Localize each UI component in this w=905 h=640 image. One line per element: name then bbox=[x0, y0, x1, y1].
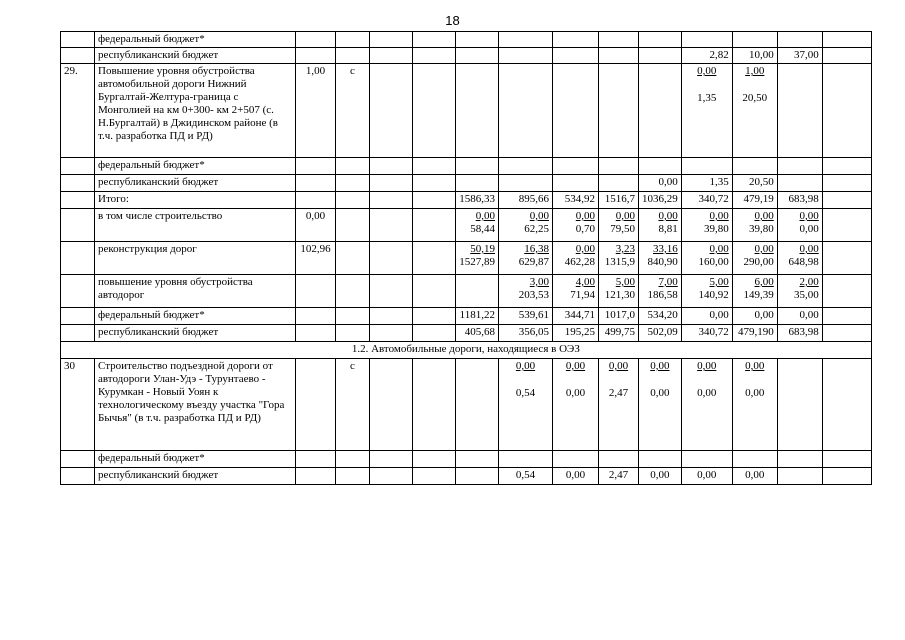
value-cell: 3,23 1315,9 bbox=[599, 242, 639, 275]
item-number: 30 bbox=[61, 359, 95, 451]
value-cell: 4,00 71,94 bbox=[553, 275, 599, 308]
value-cell: 683,98 bbox=[777, 192, 822, 209]
value-cell: 1516,7 bbox=[599, 192, 639, 209]
length-cell: 0,00 bbox=[296, 209, 336, 242]
table-row-construction bbox=[61, 209, 872, 242]
value-cell: 20,50 bbox=[732, 175, 777, 192]
value-cell: 0,00 0,00 bbox=[639, 359, 682, 451]
value-cell: 5,00 121,30 bbox=[599, 275, 639, 308]
table-row-improvement bbox=[61, 275, 872, 308]
table-row bbox=[61, 325, 872, 342]
value-cell: 683,98 bbox=[777, 325, 822, 342]
value-cell: 534,92 bbox=[553, 192, 599, 209]
section-header-row bbox=[61, 342, 872, 359]
value-cell: 356,05 bbox=[499, 325, 553, 342]
value-cell: 0,00 290,00 bbox=[732, 242, 777, 275]
table-row-item-29 bbox=[61, 64, 872, 158]
value-cell: 0,00 62,25 bbox=[499, 209, 553, 242]
value-cell: 2,47 bbox=[599, 468, 639, 485]
row-label: республиканский бюджет bbox=[95, 468, 296, 485]
value-cell: 33,16 840,90 bbox=[639, 242, 682, 275]
value-cell: 1017,0 bbox=[599, 308, 639, 325]
value-cell: 37,00 bbox=[777, 48, 822, 64]
type-cell: с bbox=[336, 359, 370, 451]
value-cell: 195,25 bbox=[553, 325, 599, 342]
value-cell: 10,00 bbox=[732, 48, 777, 64]
value-cell bbox=[456, 275, 499, 308]
row-label: федеральный бюджет* bbox=[95, 32, 296, 48]
value-cell: 0,00 0,00 bbox=[732, 359, 777, 451]
value-cell: 0,00 79,50 bbox=[599, 209, 639, 242]
row-label: республиканский бюджет bbox=[95, 48, 296, 64]
table-row bbox=[61, 175, 872, 192]
value-cell: 0,00 1,35 bbox=[681, 64, 732, 158]
row-label: федеральный бюджет* bbox=[95, 158, 296, 175]
value-cell: 534,20 bbox=[639, 308, 682, 325]
table-row bbox=[61, 468, 872, 485]
table-row bbox=[61, 451, 872, 468]
value-cell: 2,00 35,00 bbox=[777, 275, 822, 308]
value-cell: 0,00 bbox=[681, 468, 732, 485]
length-cell: 1,00 bbox=[296, 64, 336, 158]
row-label: повышение уровня обустройства автодорог bbox=[95, 275, 296, 308]
value-cell: 3,00 203,53 bbox=[499, 275, 553, 308]
value-cell: 1181,22 bbox=[456, 308, 499, 325]
budget-table bbox=[60, 31, 872, 485]
value-cell: 0,00 0,00 bbox=[777, 209, 822, 242]
value-cell: 50,19 1527,89 bbox=[456, 242, 499, 275]
length-cell: 102,96 bbox=[296, 242, 336, 275]
value-cell: 0,00 58,44 bbox=[456, 209, 499, 242]
value-cell: 1,00 20,50 bbox=[732, 64, 777, 158]
table-row-reconstruction bbox=[61, 242, 872, 275]
value-cell: 0,00 462,28 bbox=[553, 242, 599, 275]
value-cell: 0,00 2,47 bbox=[599, 359, 639, 451]
value-cell: 16,38 629,87 bbox=[499, 242, 553, 275]
table-row-total bbox=[61, 192, 872, 209]
value-cell: 0,00 39,80 bbox=[732, 209, 777, 242]
value-cell: 0,00 bbox=[777, 308, 822, 325]
value-cell: 0,00 8,81 bbox=[639, 209, 682, 242]
value-cell: 0,00 648,98 bbox=[777, 242, 822, 275]
row-label: в том числе строительство bbox=[95, 209, 296, 242]
value-cell: 2,82 bbox=[681, 48, 732, 64]
value-cell: 5,00 140,92 bbox=[681, 275, 732, 308]
value-cell: 895,66 bbox=[499, 192, 553, 209]
value-cell: 0,00 bbox=[639, 175, 682, 192]
row-label: Итого: bbox=[95, 192, 296, 209]
table-row bbox=[61, 158, 872, 175]
value-cell: 0,00 0,00 bbox=[553, 359, 599, 451]
value-cell: 0,54 bbox=[499, 468, 553, 485]
table-row bbox=[61, 48, 872, 64]
table-row bbox=[61, 32, 872, 48]
value-cell: 1586,33 bbox=[456, 192, 499, 209]
value-cell: 1,35 bbox=[681, 175, 732, 192]
item-number: 29. bbox=[61, 64, 95, 158]
value-cell: 0,00 bbox=[553, 468, 599, 485]
value-cell: 340,72 bbox=[681, 325, 732, 342]
value-cell: 502,09 bbox=[639, 325, 682, 342]
row-label: федеральный бюджет* bbox=[95, 308, 296, 325]
value-cell: 0,00 39,80 bbox=[681, 209, 732, 242]
value-cell: 0,00 0,00 bbox=[681, 359, 732, 451]
value-cell: 405,68 bbox=[456, 325, 499, 342]
row-label: республиканский бюджет bbox=[95, 325, 296, 342]
row-label: Повышение уровня обустройства автомобильной дороги Нижний Бургалтай-Желтура-граница с Монголией на км 0+300- км 2+507 (с. Н.Бургалтай) в Джидинском районе (в т.ч. разработка ПД и РД) bbox=[95, 64, 296, 158]
value-cell: 0,00 bbox=[681, 308, 732, 325]
value-cell: 0,00 0,54 bbox=[499, 359, 553, 451]
value-cell: 0,00 bbox=[732, 308, 777, 325]
row-label: Строительство подъездной дороги от автодороги Улан-Удэ - Турунтаево - Курумкан - Новый Уоян к технологическому въезду участка "Гора Бычья" (в т.ч. разработка ПД и РД) bbox=[95, 359, 296, 451]
value-cell: 0,00 0,70 bbox=[553, 209, 599, 242]
value-cell: 7,00 186,58 bbox=[639, 275, 682, 308]
row-label: республиканский бюджет bbox=[95, 175, 296, 192]
value-cell: 340,72 bbox=[681, 192, 732, 209]
table-row bbox=[61, 308, 872, 325]
row-label: федеральный бюджет* bbox=[95, 451, 296, 468]
value-cell: 479,190 bbox=[732, 325, 777, 342]
type-cell: с bbox=[336, 64, 370, 158]
section-title: 1.2. Автомобильные дороги, находящиеся в ОЭЗ bbox=[61, 342, 872, 359]
value-cell: 344,71 bbox=[553, 308, 599, 325]
value-cell: 6,00 149,39 bbox=[732, 275, 777, 308]
value-cell: 499,75 bbox=[599, 325, 639, 342]
row-label: реконструкция дорог bbox=[95, 242, 296, 275]
table-row-item-30 bbox=[61, 359, 872, 451]
value-cell: 0,00 160,00 bbox=[681, 242, 732, 275]
value-cell: 1036,29 bbox=[639, 192, 682, 209]
value-cell: 539,61 bbox=[499, 308, 553, 325]
value-cell: 0,00 bbox=[732, 468, 777, 485]
value-cell: 0,00 bbox=[639, 468, 682, 485]
value-cell: 479,19 bbox=[732, 192, 777, 209]
page-number: 18 bbox=[445, 13, 460, 28]
